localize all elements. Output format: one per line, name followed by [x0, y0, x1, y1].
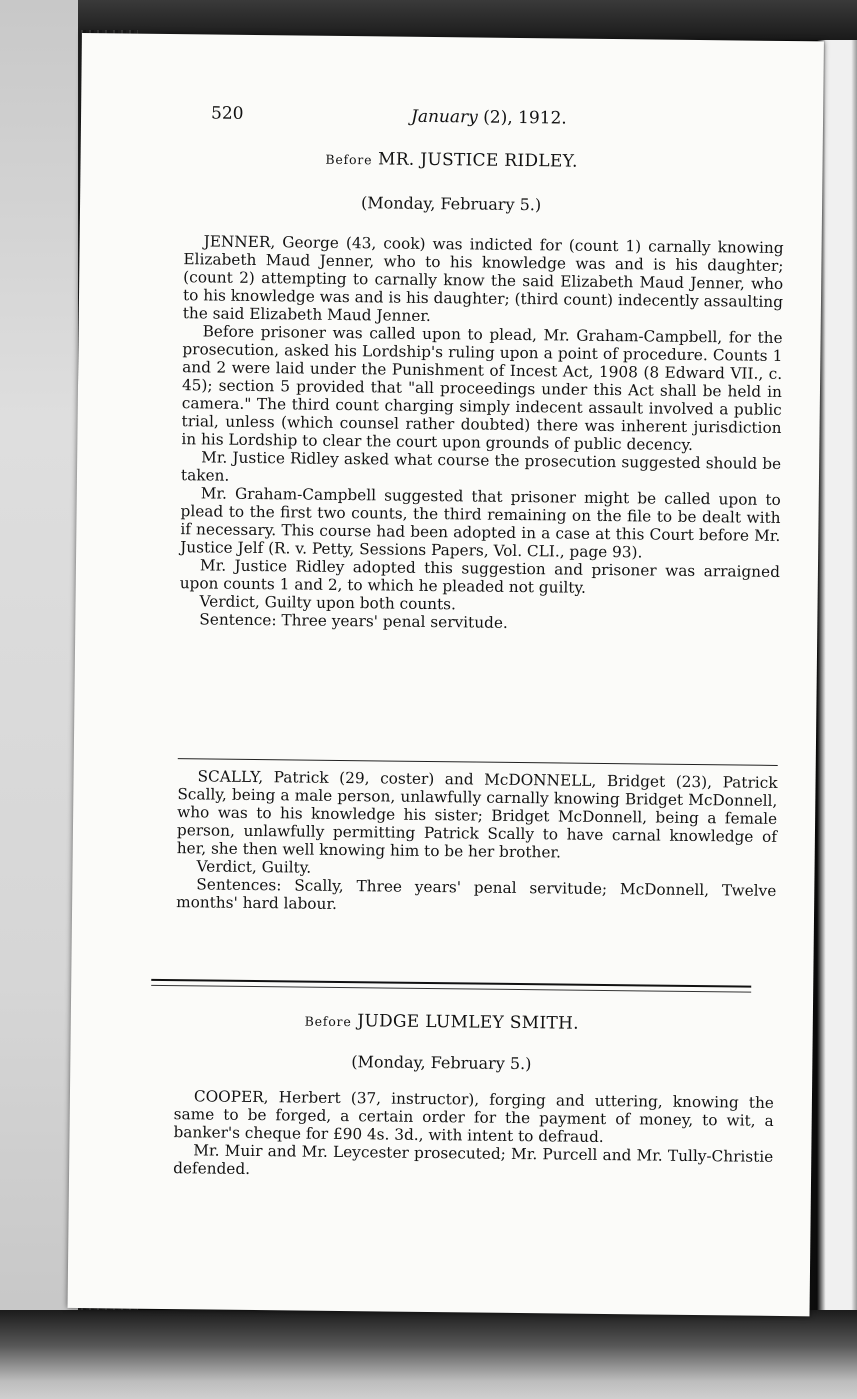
- paragraph: Mr. Muir and Mr. Leycester prosecuted; Mr. Purcell and Mr. Tully-Christie defended.: [173, 1141, 774, 1178]
- case-block-cooper: [173, 1087, 774, 1184]
- case-block-jenner: [179, 232, 783, 635]
- heading-judge: JUDGE LUMLEY SMITH.: [351, 1011, 580, 1034]
- book-bottom-edge: [0, 1310, 857, 1399]
- section-heading-lumley-smith: [71, 1008, 813, 1036]
- paragraph: Verdict, Guilty.: [196, 857, 312, 877]
- case-block-scally: [176, 767, 778, 918]
- section-date-ridley: (Monday, February 5.): [360, 193, 542, 215]
- book-page: [68, 33, 824, 1316]
- paragraph: Sentence: Three years' penal servitude.: [199, 610, 508, 632]
- section-heading-ridley: [80, 146, 822, 174]
- running-head-month: January: [410, 106, 478, 128]
- page-number: 520: [210, 103, 244, 124]
- paragraph: SCALLY, Patrick (29, coster) and McDONNELL, Bridget (23), Patrick Scally, being a male person, unlawfully carnally knowing Bridget McDonnell, who was to his knowledge his sister; Bridget McDonnell, being a female person, unlawfully permitting Patrick Scally to have carnal knowledge of her, she then well knowing him to be her brother.: [176, 767, 778, 862]
- paragraph: COOPER, Herbert (37, instructor), forging and uttering, knowing the same to be forged, a certain order for the payment of money, to wit, a banker's cheque for £90 4s. 3d., with intent to defraud.: [173, 1087, 775, 1146]
- paragraph: Before prisoner was called upon to plead, Mr. Graham-Campbell, for the prosecution, asked his Lordship's ruling upon a point of procedure. Counts 1 and 2 were laid under the Punishment of Incest Act, 1908 (8 Edward VII., c. 45); section 5 provided that "all proceedings under this Act shall be held in camera." The third count charging simply indecent assault involved a public trial, unless (which counsel rather doubted) there was inherent jurisdiction in his Lordship to clear the court upon grounds of public decency.: [181, 322, 783, 454]
- paragraph: Mr. Justice Ridley adopted this suggestion and prisoner was arraigned upon counts 1 and 2, to which he pleaded not guilty.: [179, 556, 781, 597]
- section-date-lumley-smith: (Monday, February 5.): [351, 1052, 532, 1074]
- paragraph: Mr. Justice Ridley asked what course the prosecution suggested should be taken.: [180, 448, 782, 485]
- case-divider: [178, 758, 778, 766]
- paragraph: Verdict, Guilty upon both counts.: [199, 592, 457, 614]
- running-head-rest: (2), 1912.: [477, 107, 567, 129]
- running-head: [411, 107, 567, 129]
- paragraph: Sentences: Scally, Three years' penal servitude; McDonnell, Twelve months' hard labour.: [176, 875, 777, 913]
- section-divider: [151, 979, 751, 993]
- paragraph: JENNER, George (43, cook) was indicted for (count 1) carnally knowing Elizabeth Maud Jenner, who to his knowledge was and is his daughter; (count 2) attempting to carnally know the said Elizabeth Maud Jenner, who to his knowledge was and is his daughter; (third count) indecently assaulting the said Elizabeth Maud Jenner.: [182, 232, 784, 325]
- paragraph: Mr. Graham-Campbell suggested that prisoner might be called upon to plead to the first two counts, the third remaining on the file to be dealt with if necessary. This course had been adopted in a case at this Court before Mr. Justice Jelf (R. v. Petty, Sessions Papers, Vol. CLI., page 93).: [180, 484, 781, 562]
- heading-before: Before: [304, 1013, 352, 1030]
- facing-page-edge: [0, 0, 78, 1399]
- heading-before: Before: [325, 151, 373, 168]
- heading-judge: MR. JUSTICE RIDLEY.: [372, 149, 578, 172]
